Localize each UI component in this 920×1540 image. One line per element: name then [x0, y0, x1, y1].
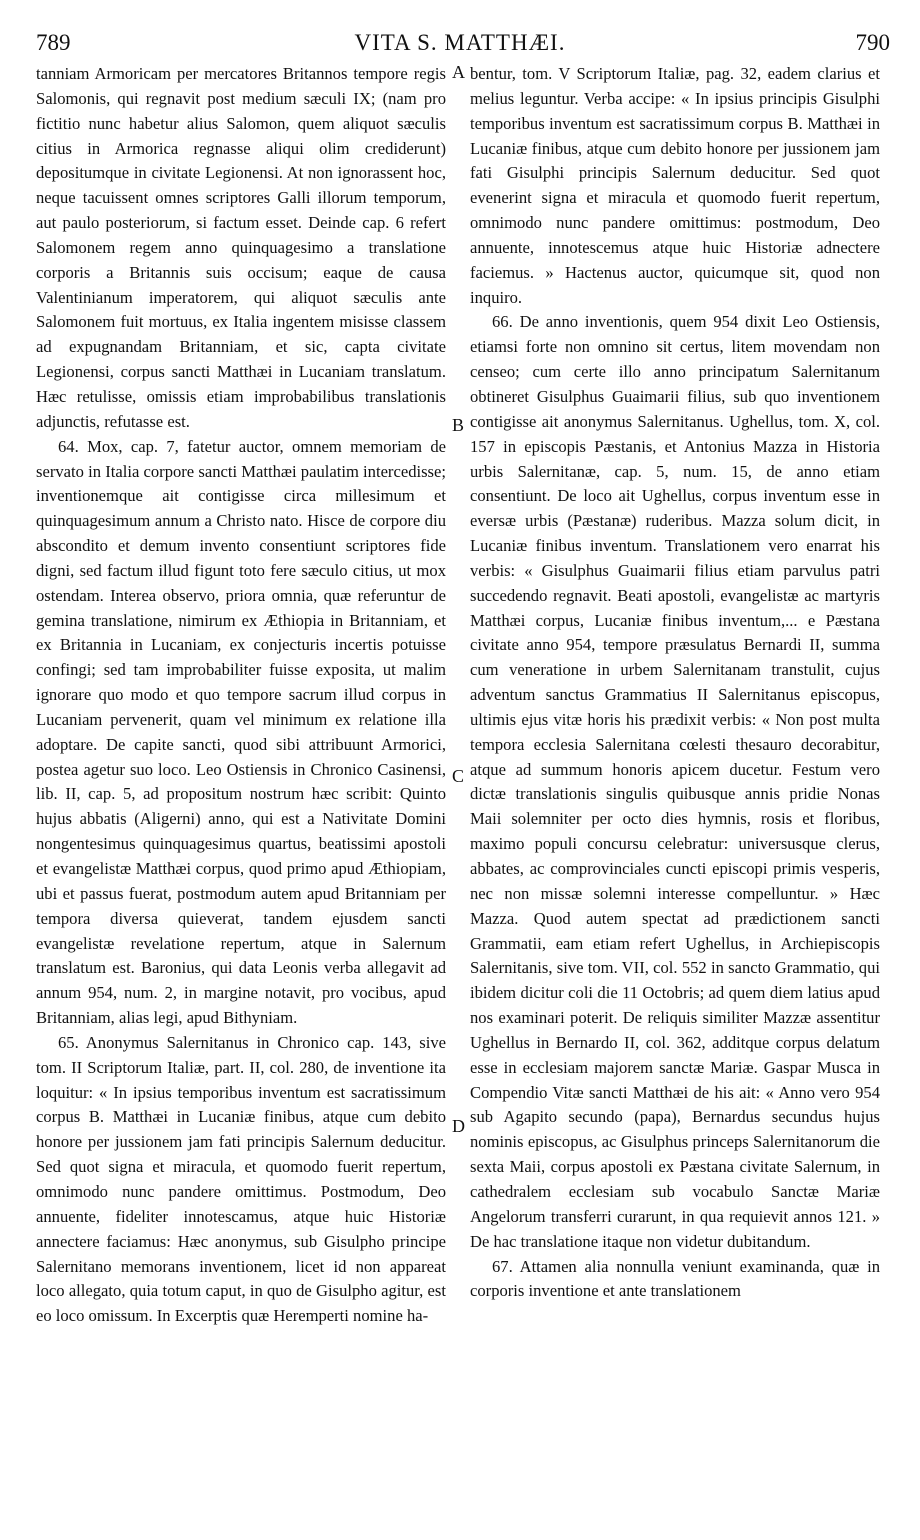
margin-letter-a: A [452, 62, 465, 82]
page-header [0, 30, 920, 62]
paragraph-67: 67. Attamen alia nonnulla veniunt examinanda, quæ in corporis inventione et ante translationem [470, 1256, 880, 1301]
paragraph-64: 64. Mox, cap. 7, fatetur auctor, omnem memoriam de servato in Italia corpore sancti Matthæi paulatim intercedisse; inventionemque ait contigisse circa millesimum et quinquagesimum annum a Christo nato. Hisce de corpore diu abscondito et demum invento consentiunt scriptores fide digni, sed factum illud figunt toto fere sæculo citius, ut mox ostendam. Interea observo, priora omnia, quæ referuntur de gemina translatione, nimirum ex Æthiopia in Britanniam, et ex Britannia in Lucaniam, ex conjecturis incertis potuisse confingi; sed tam improbabiliter fuisse exposita, ut malim ignorare quo modo et quo tempore sacrum illud corpus in Lucaniam pervenerit, quam vel minimum ex relatione illa adoptare. De capite sancti, quod sibi attribuunt Armorici, postea agetur suo loco. Leo Ostiensis in Chronico Casinensi, lib. II, cap. 5, ad propositum nostrum hæc scribit: Quinto hujus abbatis (Aligerni) anno, qui est a Nativitate Domini nongentesimus quinquagesimus quartus, beatissimi apostoli et evangelistæ Matthæi corpus, quod primo apud Æthiopiam, ubi et passus fuerat, postmodum autem apud Britanniam per tempora diversa quieverat, tandem ejusdem sancti evangelistæ revelatione repertum, atque in Salernum translatum est. Baronius, qui data Leonis verba allegavit ad annum 954, num. 2, in margine notavit, pro vocibus, apud Britanniam, alias legi, apud Bithyniam. [36, 436, 446, 1028]
margin-letter-b: B [452, 415, 465, 435]
paragraph-66: 66. De anno inventionis, quem 954 dixit Leo Ostiensis, etiamsi forte non omnino sit certus, litem movendam non censeo; cum certe illo anno principatum Salernitanum obtineret Gisulphus Guaimarii filius, sub quo inventionem contigisse ait anonymus Salernitanus. Ughellus, tom. X, col. 157 in episcopis Pæstanis, et Antonius Mazza in Historia urbis Salernitanæ, cap. 5, num. 15, de anno etiam consentiunt. De loco ait Ughellus, corpus inventum esse in eversæ urbis (Pæstanæ) ruderibus. Mazza solum dicit, in Lucaniæ finibus inventum. Translationem vero enarrat his verbis: « Gisulphus Guaimarii filius etiam parvulus patri succedendo regnavit. Beati apostoli, evangelistæ ac martyris Matthæi corpus, Lucaniæ finibus inventum,... e Pæstana civitate anno 954, tempore præsulatus Bernardi II, summa cum veneratione in urbem Salernitanam transtulit, cujus adventum sanctus Grammatius II Salernitanus episcopus, ultimis ejus vitæ horis his prædixit verbis: « Non post multa tempora ecclesia Salernitana cœlesti thesauro decorabitur, atque ad summum honoris apicem ducetur. Festum vero dictæ translationis singulis quibusque annis pridie Nonas Maii solemniter per octo dies hymnis, rosis et floribus, maximo populi concursu celebratur: universusque clerus, abbates, ac comprovinciales cuncti episcopi primis vesperis, nec non missæ solemni interesse compelluntur. » Hæc Mazza. Quod autem spectat ad prædictionem sancti Grammatii, eam etiam refert Ughellus, in Archiepiscopis Salernitanis, sive tom. VII, col. 552 in sancto Grammatio, qui ibidem dicitur coli die 11 Octobris; ad quem diem latius apud nos examinari poterit. De reliquis similiter Mazzæ assentitur Ughellus in Bernardo II, col. 362, additque corpus delatum esse in ecclesiam majorem sanctæ Mariæ. Gaspar Musca in Compendio Vitæ sancti Matthæi de his ait: « Anno vero 954 sub Agapito secundo (papa), Bernardus secundus hujus nominis episcopus, ac Gisulphus princeps Salernitanorum die sexta Maii, corpus apostoli ex Pæstana civitate Salernum, in cathedralem ecclesiam sub vocabulo Sanctæ Mariæ Angelorum transferri curarunt, in qua requievit annos 121. » De hac translatione itaque non videtur dubitandum. [470, 312, 880, 1251]
right-column [470, 62, 880, 1532]
paragraph-63-continued: tanniam Armoricam per mercatores Britannos tempore regis Salomonis, qui regnavit post medium sæculi IX; (nam pro fictitio nunc habetur alius Salomon, quem aliquot sæculis citius in Armorica regnasse aliqui olim crediderunt) depositumque in civitate Legionensi. At non ignorassent hoc, neque tacuissent omnes scriptores Galli illorum temporum, aut paulo posteriorum, si factum esset. Deinde cap. 6 refert Salomonem regem anno quinquagesimo a translatione corporis a Britannis suis occisum; eaque de causa Valentinianum imperatorem, qui aliquot sæculis ante Salomonem fuit mortuus, ex Italia ingentem misisse classem ad expugnandam Britanniam, et sic, capta civitate Legionensi, corpus sancti Matthæi in Lucaniam translatum. Hæc retulisse, omissis etiam improbabilibus translationis adjunctis, refutasse est. [36, 64, 446, 431]
page-number-left: 789 [36, 30, 71, 55]
paragraph-65-continued: bentur, tom. V Scriptorum Italiæ, pag. 32, eadem clarius et melius leguntur. Verba accipe: « In ipsius principis Gisulphi temporibus inventum est sacratissimum corpus B. Matthæi in Lucaniæ finibus, atque cum debito honore per jussionem jam fati Gisulphi principis Salernum deducitur. Sed quot evenerint signa et miracula et quomodo fuerit repertum, omnimodo nunc pandere omittimus: postmodum, Deo annuente, innotescemus atque huic Historiæ adnectere faciemus. » Hactenus auctor, quicumque sit, quod non inquiro. [470, 64, 880, 307]
margin-letter-d: D [452, 1116, 465, 1136]
paragraph-65: 65. Anonymus Salernitanus in Chronico cap. 143, sive tom. II Scriptorum Italiæ, part. II, col. 280, de inventione ita loquitur: « In ipsius temporibus inventum est sacratissimum corpus B. Matthæi in Lucaniæ finibus, atque cum debito honore per jussionem jam fati principis Salernum deducitur. Sed quot signa et miracula, et quomodo fuerit repertum, omnimodo nunc pandere omittimus. Postmodum, Deo annuente, fideliter innotescamus, atque huic Historiæ annectere faciamus: Hæc anonymus, sub Gisulpho principe Salernitano memorans inventionem, licet id non appareat loco allegato, quia totum caput, in quo de Gisulpho agitur, est eo loco omissum. In Excerptis quæ Heremperti nomine ha- [36, 1032, 446, 1326]
running-title: VITA S. MATTHÆI. [354, 30, 566, 55]
margin-letter-c: C [452, 766, 465, 786]
page-number-right: 790 [855, 30, 890, 55]
left-column [36, 62, 446, 1532]
